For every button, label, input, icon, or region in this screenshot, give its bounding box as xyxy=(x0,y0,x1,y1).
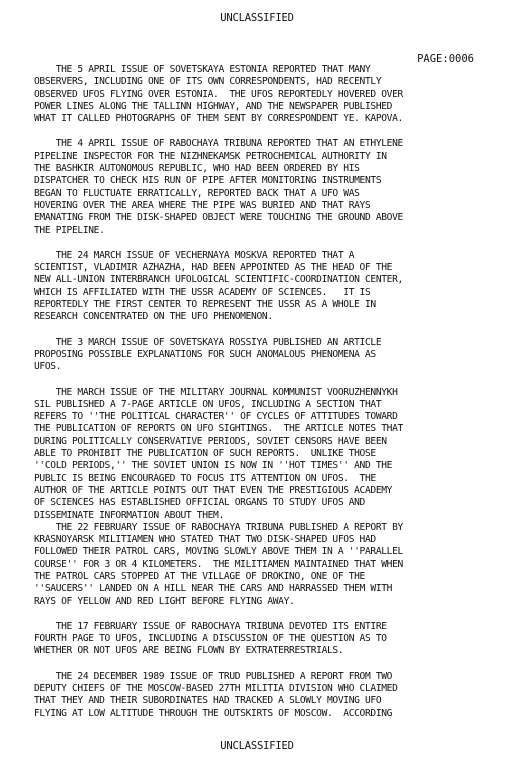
text-line: SIL PUBLISHED A 7-PAGE ARTICLE ON UFOS, INCLUDING A SECTION THAT xyxy=(34,398,382,410)
text-line: THE 17 FEBRUARY ISSUE OF RABOCHAYA TRIBUNA DEVOTED ITS ENTIRE xyxy=(34,620,387,632)
text-line: HOVERING OVER THE AREA WHERE THE PIPE WAS BURIED AND THAT RAYS xyxy=(34,199,371,211)
text-line: FLYING AT LOW ALTITUDE THROUGH THE OUTSKIRTS OF MOSCOW. ACCORDING xyxy=(34,707,393,719)
text-line: COURSE'' FOR 3 OR 4 KILOMETERS. THE MILITIAMEN MAINTAINED THAT WHEN xyxy=(34,558,403,570)
text-line: DEPUTY CHIEFS OF THE MOSCOW-BASED 27TH MILITIA DIVISION WHO CLAIMED xyxy=(34,683,398,695)
text-line: REFERS TO ''THE POLITICAL CHARACTER'' OF CYCLES OF ATTITUDES TOWARD xyxy=(34,411,398,423)
text-line: THE 4 APRIL ISSUE OF RABOCHAYA TRIBUNA REPORTED THAT AN ETHYLENE xyxy=(34,138,403,150)
text-line: FOLLOWED THEIR PATROL CARS, MOVING SLOWLY ABOVE THEM IN A ''PARALLEL xyxy=(34,546,403,558)
text-line: THE BASHKIR AUTONOMOUS REPUBLIC, WHO HAD BEEN ORDERED BY HIS xyxy=(34,163,360,175)
text-line: EMANATING FROM THE DISK-SHAPED OBJECT WERE TOUCHING THE GROUND ABOVE xyxy=(34,212,403,224)
text-line: OF SCIENCES HAS ESTABLISHED OFFICIAL ORGANS TO STUDY UFOS AND xyxy=(34,497,365,509)
text-line: POWER LINES ALONG THE TALLINN HIGHWAY, AND THE NEWSPAPER PUBLISHED xyxy=(34,100,393,112)
text-line: WHAT IT CALLED PHOTOGRAPHS OF THEM SENT BY CORRESPONDENT YE. KAPOVA. xyxy=(34,113,403,125)
document-paragraph xyxy=(34,250,496,324)
text-line: RAYS OF YELLOW AND RED LIGHT BEFORE FLYING AWAY. xyxy=(34,595,295,607)
text-line: OBSERVED UFOS FLYING OVER ESTONIA. THE UFOS REPORTEDLY HOVERED OVER xyxy=(34,88,403,100)
text-line: THE 22 FEBRUARY ISSUE OF RABOCHAYA TRIBUNA PUBLISHED A REPORT BY xyxy=(34,521,403,533)
text-line: AUTHOR OF THE ARTICLE POINTS OUT THAT EVEN THE PRESTIGIOUS ACADEMY xyxy=(34,484,393,496)
text-line: THE 5 APRIL ISSUE OF SOVETSKAYA ESTONIA REPORTED THAT MANY xyxy=(34,64,371,75)
page-number: PAGE:0006 xyxy=(417,53,474,65)
text-line: WHICH IS AFFILIATED WITH THE USSR ACADEMY OF SCIENCES. IT IS xyxy=(34,286,371,298)
text-line: THE 24 DECEMBER 1989 ISSUE OF TRUD PUBLISHED A REPORT FROM TWO xyxy=(34,670,393,682)
text-line: ABLE TO PROHIBIT THE PUBLICATION OF SUCH REPORTS. UNLIKE THOSE xyxy=(34,448,376,460)
document-paragraph xyxy=(34,671,496,720)
text-line: REPORTEDLY THE FIRST CENTER TO REPRESENT THE USSR AS A WHOLE IN xyxy=(34,299,376,311)
text-line: ''SAUCERS'' LANDED ON A HILL NEAR THE CARS AND HARRASSED THEM WITH xyxy=(34,583,393,595)
document-paragraph xyxy=(34,337,496,374)
text-line: NEW ALL-UNION INTERBRANCH UFOLOGICAL SCIENTIFIC-COORDINATION CENTER, xyxy=(34,274,403,286)
document-paragraph xyxy=(34,138,496,236)
text-line: UFOS. xyxy=(34,361,62,373)
text-line: THAT THEY AND THEIR SUBORDINATES HAD TRACKED A SLOWLY MOVING UFO xyxy=(34,695,382,707)
classification-marking-top: UNCLASSIFIED xyxy=(220,12,294,24)
text-line: PIPELINE INSPECTOR FOR THE NIZHNEKAMSK PETROCHEMICAL AUTHORITY IN xyxy=(34,150,387,162)
text-line: THE PIPELINE. xyxy=(34,224,105,236)
classification-marking-bottom: UNCLASSIFIED xyxy=(220,740,294,752)
text-line: DISPATCHER TO CHECK HIS RUN OF PIPE AFTER MONITORING INSTRUMENTS xyxy=(34,175,382,187)
document-paragraph xyxy=(34,522,496,608)
text-line: PUBLIC IS BEING ENCOURAGED TO FOCUS ITS ATTENTION ON UFOS. THE xyxy=(34,472,376,484)
text-line: WHETHER OR NOT UFOS ARE BEING FLOWN BY EXTRATERRESTRIALS. xyxy=(34,645,344,657)
text-line: THE PUBLICATION OF REPORTS ON UFO SIGHTINGS. THE ARTICLE NOTES THAT xyxy=(34,423,403,435)
text-line: SCIENTIST, VLADIMIR AZHAZHA, HAD BEEN APPOINTED AS THE HEAD OF THE xyxy=(34,262,393,274)
text-line: KRASNOYARSK MILITIAMEN WHO STATED THAT TWO DISK-SHAPED UFOS HAD xyxy=(34,534,376,546)
document-paragraph xyxy=(34,64,496,125)
document-paragraph xyxy=(34,387,496,522)
text-line: THE 24 MARCH ISSUE OF VECHERNAYA MOSKVA REPORTED THAT A xyxy=(34,249,355,261)
text-line: OBSERVERS, INCLUDING ONE OF ITS OWN CORRESPONDENTS, HAD RECENTLY xyxy=(34,76,382,88)
text-line: THE PATROL CARS STOPPED AT THE VILLAGE OF DROKINO, ONE OF THE xyxy=(34,570,365,582)
text-line: THE 3 MARCH ISSUE OF SOVETSKAYA ROSSIYA PUBLISHED AN ARTICLE xyxy=(34,336,382,348)
text-line: BEGAN TO FLUCTUATE ERRATICALLY, REPORTED BACK THAT A UFO WAS xyxy=(34,187,360,199)
text-line: ''COLD PERIODS,'' THE SOVIET UNION IS NOW IN ''HOT TIMES'' AND THE xyxy=(34,460,393,472)
text-line: THE MARCH ISSUE OF THE MILITARY JOURNAL KOMMUNIST VOORUZHENNYKH xyxy=(34,386,398,398)
text-line: FOURTH PAGE TO UFOS, INCLUDING A DISCUSSION OF THE QUESTION AS TO xyxy=(34,633,387,645)
text-line: DISSEMINATE INFORMATION ABOUT THEM. xyxy=(34,509,224,521)
text-line: PROPOSING POSSIBLE EXPLANATIONS FOR SUCH ANOMALOUS PHENOMENA AS xyxy=(34,348,376,360)
document-body xyxy=(34,64,496,720)
text-line: DURING POLITICALLY CONSERVATIVE PERIODS, SOVIET CENSORS HAVE BEEN xyxy=(34,435,387,447)
document-paragraph xyxy=(34,621,496,658)
text-line: RESEARCH CONCENTRATED ON THE UFO PHENOMENON. xyxy=(34,311,273,323)
